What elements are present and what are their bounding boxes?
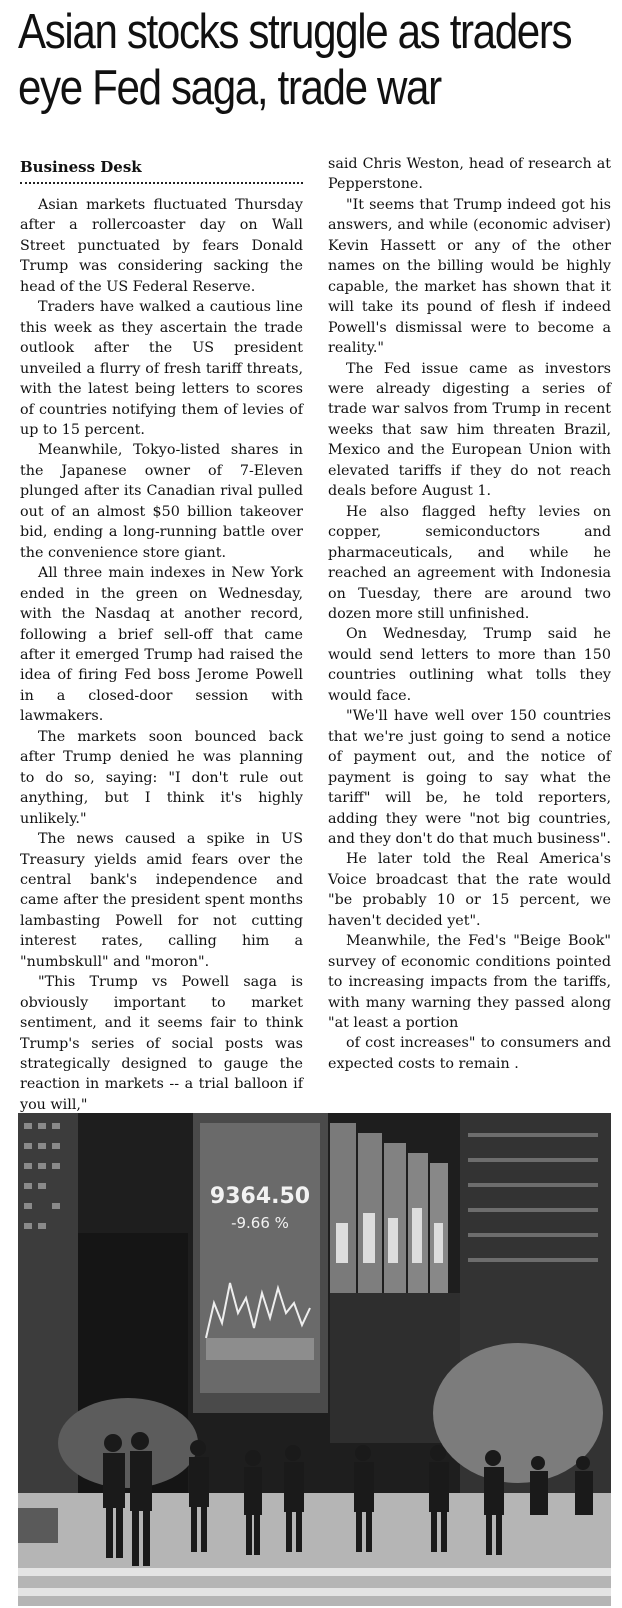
- street-scene-illustration: [18, 1113, 611, 1606]
- paragraph: He later told the Real America's Voice broadcast that the rate would "be probably 10 or 15 percent, we haven't decided yet".: [328, 851, 611, 929]
- paragraph: Meanwhile, Tokyo-listed shares in the Japanese owner of 7-Eleven plunged after its Canadian rival pulled out of an almost $50 billion takeover bid, ending a long-running battle over the convenience store giant.: [20, 442, 303, 561]
- article-column-left: [20, 195, 303, 1115]
- paragraph: All three main indexes in New York ended in the green on Wednesday, with the Nasdaq at another record, following a brief sell-off that came after it emerged Trump had raised the idea of firing Fed boss Jerome Powell in a closed-door session with lawmakers.: [20, 565, 303, 725]
- parked-car: [18, 1508, 58, 1543]
- paragraph: "This Trump vs Powell saga is obviously important to market sentiment, and it seems fair to think Trump's series of social posts was strategically designed to gauge the reaction in markets -- a trial balloon if you will,": [20, 974, 303, 1113]
- paragraph: He also flagged hefty levies on copper, semiconductors and pharmaceuticals, and while he reached an agreement with Indonesia on Tuesday, there are around two dozen more still unfinished.: [328, 503, 611, 622]
- paragraph: Asian markets fluctuated Thursday after a rollercoaster day on Wall Street punctuated by fears Donald Trump was considering sacking the head of the US Federal Reserve.: [20, 197, 303, 295]
- paragraph: "We'll have well over 150 countries that we're just going to send a notice of payment out, and the notice of payment is going to say what the tariff" will be, he told reporters, adding they were "not big countries, and they don't do that much business".: [328, 708, 611, 847]
- headline: [18, 4, 611, 116]
- paragraph-continuation: said Chris Weston, head of research at Pepperstone.: [328, 156, 611, 193]
- paragraph: The markets soon bounced back after Trump denied he was planning to do so, saying: "I don't rule out anything, but I think it's highly unlikely.": [20, 728, 303, 827]
- headline-line-1: Asian stocks struggle as traders: [18, 5, 572, 59]
- article-column-right: [328, 154, 611, 1074]
- news-photo: [18, 1113, 611, 1606]
- paragraph: Traders have walked a cautious line this week as they ascertain the trade outlook after the US president unveiled a flurry of fresh tariff threats, with the latest being letters to scores of countries notifying them of levies of up to 15 percent.: [20, 299, 303, 438]
- paragraph: The Fed issue came as investors were already digesting a series of trade war salvos from Trump in recent weeks that saw him threaten Brazil, Mexico and the European Union with elevated tariffs if they do not reach deals before August 1.: [328, 360, 611, 500]
- index-change-label: -9.66 %: [231, 1214, 289, 1232]
- paragraph: "It seems that Trump indeed got his answers, and while (economic adviser) Kevin Hassett or any of the other names on the billing would be highly capable, the market has shown that it will take its pound of flesh if indeed Powell's dismissal were to become a reality.": [328, 196, 611, 357]
- index-value-label: 9364.50: [209, 1184, 311, 1209]
- paragraph: On Wednesday, Trump said he would send letters to more than 150 countries outlining what tolls they would face.: [328, 626, 611, 704]
- byline: Business Desk: [20, 158, 303, 184]
- headline-line-2: eye Fed saga, trade war: [18, 61, 441, 115]
- paragraph: of cost increases" to consumers and expected costs to remain .: [328, 1035, 611, 1072]
- paragraph: The news caused a spike in US Treasury yields amid fears over the central bank's independence and came after the president spent months lambasting Powell for not cutting interest rates, calling him a "numbskull" and "moron".: [20, 831, 303, 970]
- tree-left: [58, 1398, 198, 1488]
- paragraph: Meanwhile, the Fed's "Beige Book" survey of economic conditions pointed to increasing impacts from the tariffs, with many warning they passed along "at least a portion: [328, 933, 611, 1032]
- screen-chart-fill: [206, 1338, 314, 1360]
